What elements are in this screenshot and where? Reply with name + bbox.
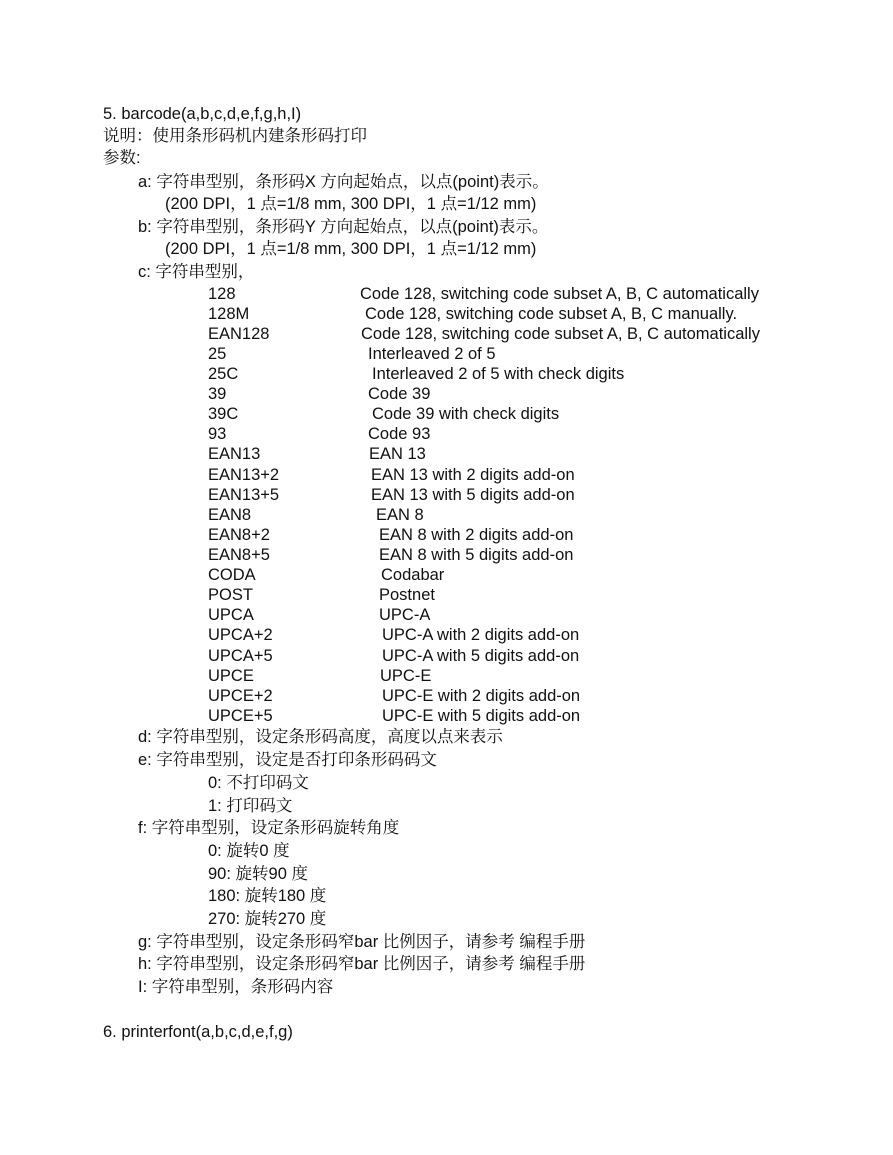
barcode-code: EAN13+5 [208,486,280,504]
barcode-code: UPCA [208,606,254,624]
barcode-description: EAN 8 [376,506,424,524]
barcode-code: 93 [208,425,227,443]
barcode-description: EAN 13 with 5 digits add-on [371,486,575,504]
param-f-option-270: 270: 旋转270 度 [208,910,327,928]
param-i-line: I: 字符串型别，条形码内容 [138,978,334,996]
barcode-code: POST [208,586,253,604]
param-f-option-0: 0: 旋转0 度 [208,842,290,860]
barcode-code: 25C [208,365,239,383]
barcode-code: 128M [208,305,250,323]
barcode-description: EAN 8 with 2 digits add-on [379,526,574,544]
param-f-option-90: 90: 旋转90 度 [208,865,308,883]
param-e-option-1: 1: 打印码文 [208,797,293,815]
params-label: 参数: [103,149,141,167]
param-f-line: f: 字符串型别，设定条形码旋转角度 [138,819,400,837]
barcode-description: EAN 13 [369,445,426,463]
param-e-line: e: 字符串型别，设定是否打印条形码码文 [138,751,437,769]
barcode-code: EAN128 [208,325,270,343]
barcode-code: UPCE [208,667,254,685]
param-a-line1: a: 字符串型别，条形码X 方向起始点，以点(point)表示。 [138,173,549,191]
barcode-description: Code 128, switching code subset A, B, C automatically [360,285,759,303]
barcode-code: EAN13+2 [208,466,280,484]
barcode-code: 128 [208,285,236,303]
param-d-line: d: 字符串型别，设定条形码高度，高度以点来表示 [138,728,503,746]
param-f-option-180: 180: 旋转180 度 [208,887,327,905]
barcode-code: 25 [208,345,227,363]
barcode-description: EAN 13 with 2 digits add-on [371,466,575,484]
barcode-code: EAN8 [208,506,252,524]
barcode-description: Code 128, switching code subset A, B, C manually. [365,305,738,323]
param-a-line2: (200 DPI，1 点=1/8 mm, 300 DPI，1 点=1/12 mm) [165,195,537,213]
param-b-line1: b: 字符串型别，条形码Y 方向起始点，以点(point)表示。 [138,218,549,236]
barcode-description: Code 128, switching code subset A, B, C automatically [361,325,760,343]
section-6-heading: 6. printerfont(a,b,c,d,e,f,g) [103,1023,293,1041]
barcode-description: Code 39 [368,385,431,403]
barcode-description: Code 93 [368,425,431,443]
barcode-description: UPC-E [380,667,432,685]
barcode-code: UPCE+5 [208,707,273,725]
barcode-code: UPCA+5 [208,647,273,665]
param-g-line: g: 字符串型别，设定条形码窄bar 比例因子，请参考 编程手册 [138,933,586,951]
barcode-description: Interleaved 2 of 5 with check digits [372,365,625,383]
barcode-description: Postnet [379,586,435,604]
barcode-code: 39 [208,385,227,403]
section-5-description: 说明：使用条形码机内建条形码打印 [103,127,367,145]
barcode-description: UPC-A with 2 digits add-on [382,626,580,644]
param-c-line: c: 字符串型别， [138,263,255,281]
barcode-description: Interleaved 2 of 5 [368,345,496,363]
param-h-line: h: 字符串型别，设定条形码窄bar 比例因子，请参考 编程手册 [138,955,586,973]
barcode-description: UPC-A [379,606,431,624]
barcode-description: UPC-E with 2 digits add-on [382,687,581,705]
barcode-code: EAN8+2 [208,526,270,544]
section-5-heading: 5. barcode(a,b,c,d,e,f,g,h,I) [103,105,302,123]
barcode-code: EAN8+5 [208,546,270,564]
param-e-option-0: 0: 不打印码文 [208,774,309,792]
barcode-code: 39C [208,405,239,423]
barcode-description: Code 39 with check digits [372,405,560,423]
barcode-code: EAN13 [208,445,261,463]
barcode-description: Codabar [381,566,445,584]
param-b-line2: (200 DPI，1 点=1/8 mm, 300 DPI，1 点=1/12 mm) [165,240,537,258]
barcode-description: UPC-E with 5 digits add-on [382,707,581,725]
barcode-code: UPCA+2 [208,626,273,644]
barcode-code: UPCE+2 [208,687,273,705]
barcode-description: EAN 8 with 5 digits add-on [379,546,574,564]
barcode-code: CODA [208,566,256,584]
barcode-description: UPC-A with 5 digits add-on [382,647,580,665]
